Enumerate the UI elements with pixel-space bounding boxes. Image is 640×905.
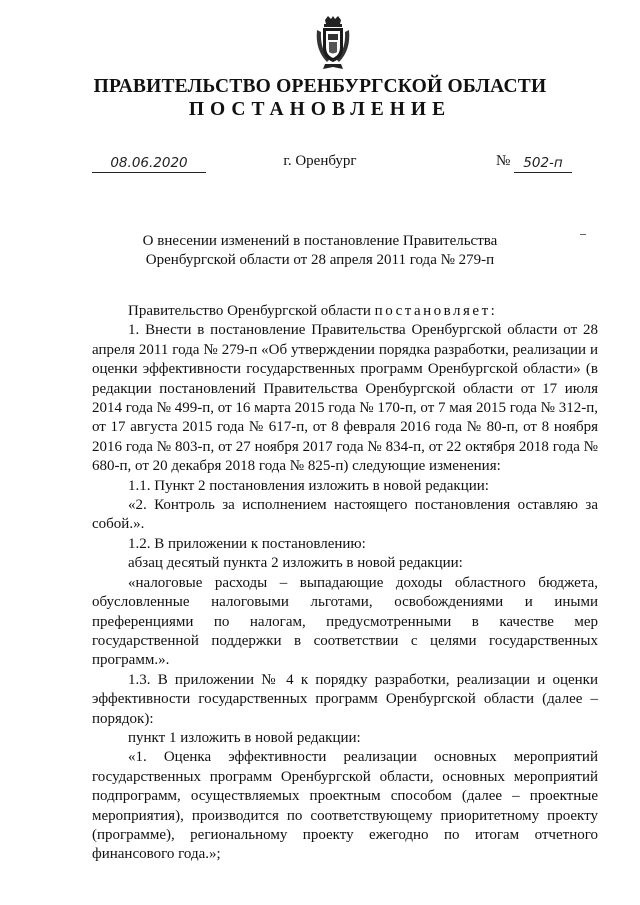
paragraph-1: 1. Внести в постановление Правительства Оренбургской области от 28 апреля 2011 года № 279-п «Об утверждении порядка разработки, реализации и оценки эффективности государственных программ Оренбургской области» (в редакции постановлений Правительства Оренбургской области от 17 июля 2014 года № 499-п, от 16 марта 2015 года № 170-п, от 7 мая 2015 года № 312-п, от 17 августа 2015 года № 617-п, от 8 февраля 2016 года № 80-п, от 8 ноября 2016 года № 803-п, от 27 ноября 2017 года № 834-п, от 22 октября 2018 года № 680-п, от 20 декабря 2018 года № 825-п) следующие изменения: bbox=[92, 322, 598, 475]
subject-line-1: О внесении изменений в постановление Правительства bbox=[142, 233, 498, 249]
paragraph-1-2-text: «налоговые расходы – выпадающие доходы областного бюджета, обусловленные налоговыми льготами, освобождениями и иными преференциями по налогам, предусмотренными в качестве мер государственной поддержки в соответствии с целями государственных программ.». bbox=[92, 574, 598, 669]
document-body bbox=[92, 302, 598, 865]
intro-paragraph bbox=[92, 302, 598, 321]
intro-colon: : bbox=[490, 303, 495, 319]
government-title: ПРАВИТЕЛЬСТВО ОРЕНБУРГСКОЙ ОБЛАСТИ bbox=[93, 76, 547, 97]
paragraph-1-3-text: «1. Оценка эффективности реализации основных мероприятий государственных программ Оренбургской области, основных мероприятий подпрограмм, осуществляемых проектным способом (далее – проектные мероприятия), производится по соответствующему приоритетному проекту (программе), региональному проекту ежегодно по итогам отчетного финансового года.»; bbox=[92, 749, 598, 863]
document-type: ПОСТАНОВЛЕНИЕ bbox=[188, 99, 452, 120]
coat-of-arms-icon bbox=[313, 16, 353, 70]
intro-resolve-word: постановляет bbox=[374, 303, 491, 319]
document-date: 08.06.2020 bbox=[92, 154, 206, 173]
scan-mark bbox=[580, 234, 586, 235]
paragraph-1-3-a: пункт 1 изложить в новой редакции: bbox=[128, 729, 361, 746]
document-subject bbox=[0, 232, 640, 270]
paragraph-1-1: 1.1. Пункт 2 постановления изложить в новой редакции: bbox=[128, 477, 489, 494]
document-number: 502-п bbox=[514, 154, 572, 173]
paragraph-1-1-text: «2. Контроль за исполнением настоящего постановления оставляю за собой.». bbox=[92, 497, 598, 533]
city: г. Оренбург bbox=[283, 153, 357, 169]
subject-line-2: Оренбургской области от 28 апреля 2011 года № 279-п bbox=[145, 252, 495, 268]
paragraph-1-2: 1.2. В приложении к постановлению: bbox=[128, 535, 366, 552]
paragraph-1-2-a: абзац десятый пункта 2 изложить в новой редакции: bbox=[128, 555, 463, 572]
intro-text: Правительство Оренбургской области bbox=[128, 303, 375, 319]
paragraph-1-3: 1.3. В приложении № 4 к порядку разработки, реализации и оценки эффективности государственных программ Оренбургской области (далее – порядок): bbox=[92, 671, 598, 727]
number-label: № bbox=[496, 153, 511, 169]
